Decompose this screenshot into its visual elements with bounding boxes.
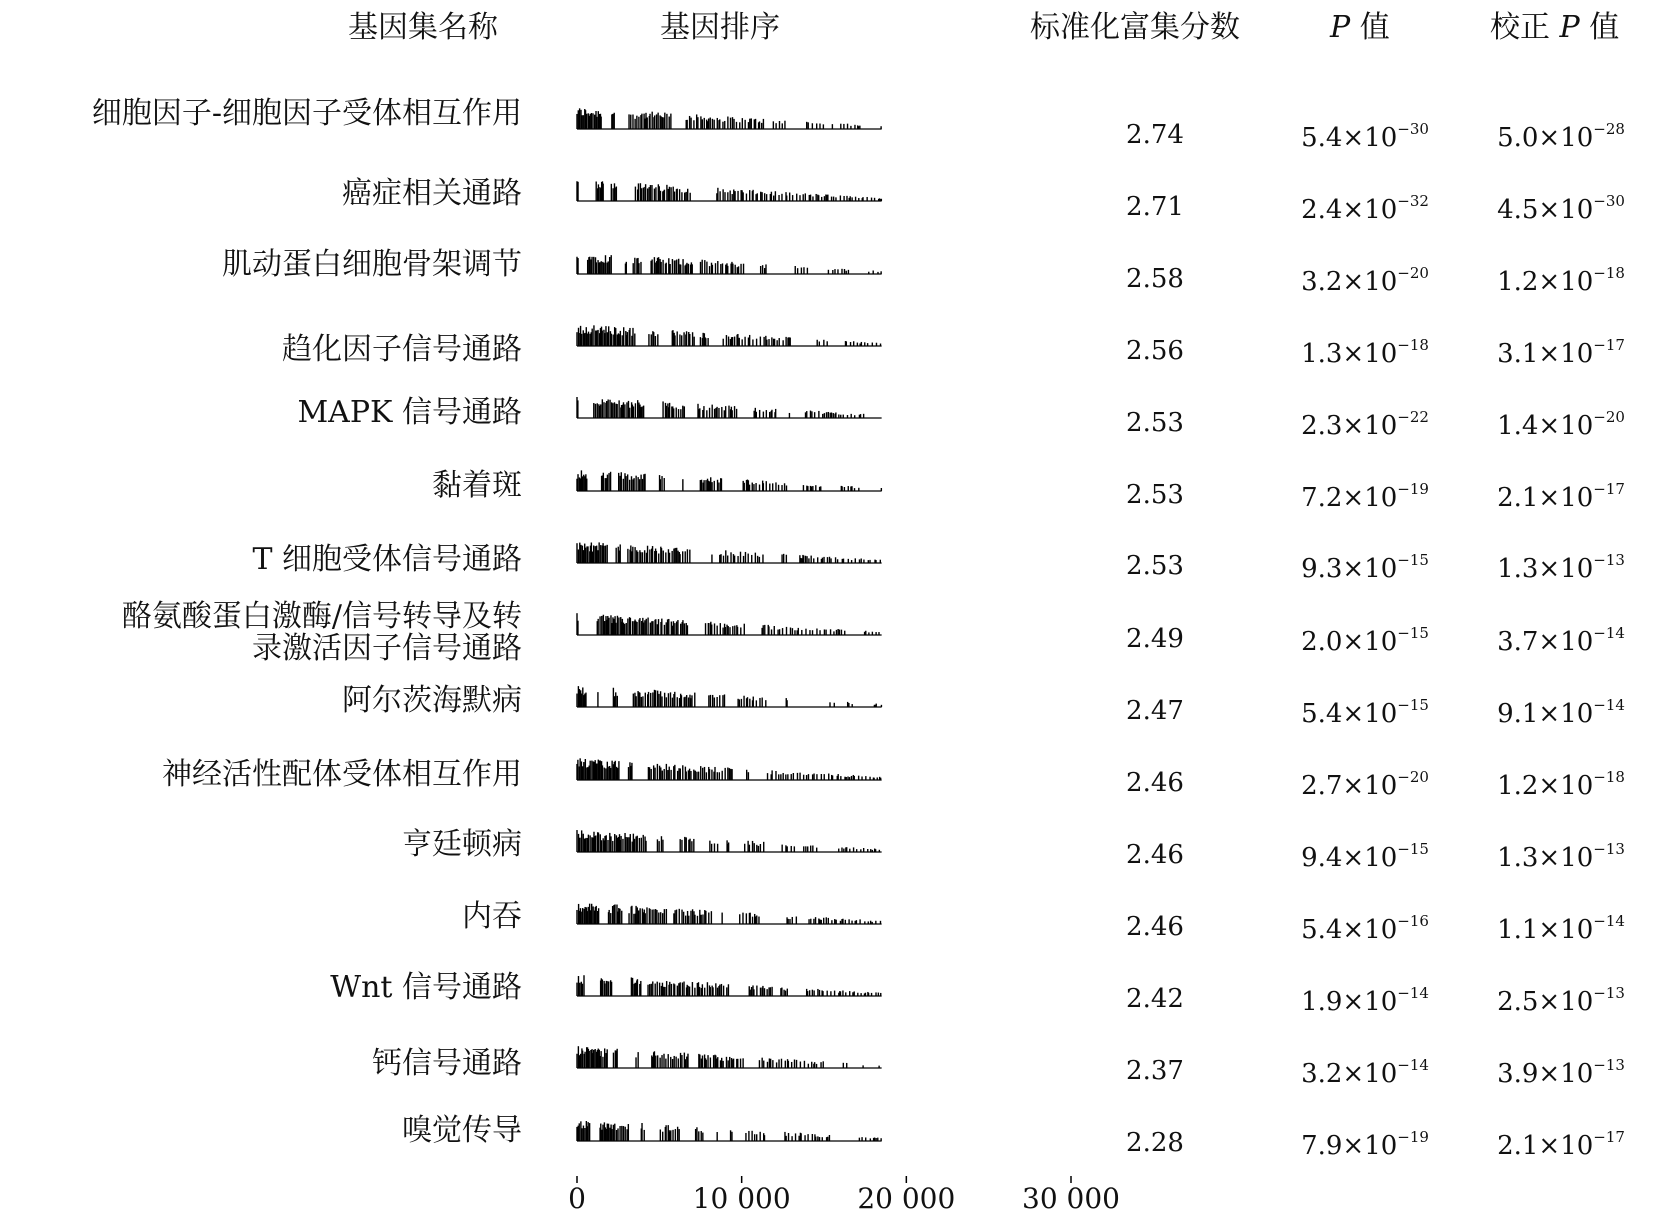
barcode-row bbox=[577, 1121, 882, 1141]
p-value: $2.4\times 10^{-32}$ bbox=[1301, 192, 1429, 225]
p-value: $7.2\times 10^{-19}$ bbox=[1301, 480, 1429, 513]
gene-set-name: 内吞 bbox=[462, 899, 522, 934]
adjusted-p-value: $1.1\times 10^{-14}$ bbox=[1497, 912, 1625, 945]
barcode-row bbox=[577, 542, 882, 563]
header-p-suffix: 值 bbox=[1359, 10, 1390, 45]
gene-set-name: 钙信号通路 bbox=[372, 1046, 522, 1081]
nes-value: 2.46 bbox=[1126, 768, 1184, 798]
nes-value: 2.53 bbox=[1126, 408, 1184, 438]
p-value: $5.4\times 10^{-15}$ bbox=[1301, 696, 1429, 729]
adjusted-p-value: $1.2\times 10^{-18}$ bbox=[1497, 768, 1625, 801]
header-q-suffix: 值 bbox=[1589, 10, 1620, 45]
barcode-row bbox=[577, 758, 882, 780]
gene-set-name: 细胞因子-细胞因子受体相互作用 bbox=[91, 96, 522, 131]
nes-value: 2.49 bbox=[1126, 624, 1184, 654]
p-value: $9.3\times 10^{-15}$ bbox=[1301, 551, 1429, 584]
p-value: $2.0\times 10^{-15}$ bbox=[1301, 624, 1429, 657]
nes-value: 2.74 bbox=[1126, 120, 1184, 150]
barcode-row bbox=[577, 325, 882, 346]
nes-value: 2.46 bbox=[1126, 912, 1184, 942]
barcode-row bbox=[577, 830, 882, 852]
nes-value: 2.53 bbox=[1126, 551, 1184, 581]
adjusted-p-value: $3.7\times 10^{-14}$ bbox=[1497, 624, 1625, 657]
adjusted-p-value: $4.5\times 10^{-30}$ bbox=[1497, 192, 1625, 225]
adjusted-p-value: $5.0\times 10^{-28}$ bbox=[1497, 120, 1625, 153]
barcode-row bbox=[577, 108, 882, 129]
p-value: $3.2\times 10^{-14}$ bbox=[1301, 1056, 1429, 1089]
adjusted-p-value: $1.2\times 10^{-18}$ bbox=[1497, 264, 1625, 297]
adjusted-p-value: $3.9\times 10^{-13}$ bbox=[1497, 1056, 1625, 1089]
gene-set-name: T 细胞受体信号通路 bbox=[252, 542, 522, 577]
p-value: $3.2\times 10^{-20}$ bbox=[1301, 264, 1429, 297]
barcode-row bbox=[577, 975, 882, 996]
gene-set-name: Wnt 信号通路 bbox=[330, 970, 522, 1005]
gene-set-name: 癌症相关通路 bbox=[342, 176, 522, 211]
nes-value: 2.28 bbox=[1126, 1128, 1184, 1158]
p-value: $9.4\times 10^{-15}$ bbox=[1301, 840, 1429, 873]
x-axis-tick-label: 0 bbox=[568, 1182, 586, 1215]
gene-set-name-line2: 录激活因子信号通路 bbox=[252, 631, 522, 666]
header-nes: 标准化富集分数 bbox=[1030, 10, 1240, 45]
p-value: $7.9\times 10^{-19}$ bbox=[1301, 1128, 1429, 1161]
gene-set-name: 亨廷顿病 bbox=[402, 827, 522, 862]
adjusted-p-value: $2.5\times 10^{-13}$ bbox=[1497, 984, 1625, 1017]
adjusted-p-value: $1.3\times 10^{-13}$ bbox=[1497, 551, 1625, 584]
nes-value: 2.58 bbox=[1126, 264, 1184, 294]
gene-set-name: 嗅觉传导 bbox=[402, 1113, 522, 1148]
adjusted-p-value: $2.1\times 10^{-17}$ bbox=[1497, 1128, 1625, 1161]
gene-set-name: 肌动蛋白细胞骨架调节 bbox=[222, 247, 522, 282]
nes-value: 2.37 bbox=[1126, 1056, 1184, 1086]
x-axis-tick-label: 10 000 bbox=[692, 1182, 791, 1215]
barcode-row bbox=[577, 397, 882, 418]
adjusted-p-value: $2.1\times 10^{-17}$ bbox=[1497, 480, 1625, 513]
x-axis-tick-label: 20 000 bbox=[857, 1182, 956, 1215]
nes-value: 2.53 bbox=[1126, 480, 1184, 510]
adjusted-p-value: $1.4\times 10^{-20}$ bbox=[1497, 408, 1625, 441]
nes-value: 2.47 bbox=[1126, 696, 1184, 726]
gene-set-name: 酪氨酸蛋白激酶/信号转导及转 bbox=[121, 599, 522, 634]
gene-set-name: 黏着斑 bbox=[432, 468, 522, 503]
barcode-row bbox=[577, 470, 882, 491]
p-value: $5.4\times 10^{-30}$ bbox=[1301, 120, 1429, 153]
barcode-row bbox=[577, 181, 882, 201]
nes-value: 2.46 bbox=[1126, 840, 1184, 870]
adjusted-p-value: $1.3\times 10^{-13}$ bbox=[1497, 840, 1625, 873]
p-value: $2.3\times 10^{-22}$ bbox=[1301, 408, 1429, 441]
nes-value: 2.71 bbox=[1126, 192, 1184, 222]
gene-set-name: 趋化因子信号通路 bbox=[282, 332, 522, 367]
barcode-row bbox=[577, 255, 882, 274]
barcode-row bbox=[577, 613, 882, 635]
adjusted-p-value: $9.1\times 10^{-14}$ bbox=[1497, 696, 1625, 729]
barcode-row bbox=[577, 1046, 882, 1068]
header-p-symbol: P bbox=[1330, 10, 1351, 45]
p-value: $5.4\times 10^{-16}$ bbox=[1301, 912, 1429, 945]
p-value: $1.9\times 10^{-14}$ bbox=[1301, 984, 1429, 1017]
barcode-row bbox=[577, 904, 882, 924]
nes-value: 2.42 bbox=[1126, 984, 1184, 1014]
header-q-symbol: P bbox=[1559, 10, 1580, 45]
header-gene-rank: 基因排序 bbox=[660, 10, 780, 45]
header-q-prefix: 校正 bbox=[1490, 10, 1550, 45]
p-value: $2.7\times 10^{-20}$ bbox=[1301, 768, 1429, 801]
nes-value: 2.56 bbox=[1126, 336, 1184, 366]
gene-set-name: 神经活性配体受体相互作用 bbox=[162, 757, 522, 792]
gene-set-name: MAPK 信号通路 bbox=[297, 395, 522, 430]
adjusted-p-value: $3.1\times 10^{-17}$ bbox=[1497, 336, 1625, 369]
p-value: $1.3\times 10^{-18}$ bbox=[1301, 336, 1429, 369]
x-axis-tick-label: 30 000 bbox=[1022, 1182, 1120, 1215]
header-gene-set-name: 基因集名称 bbox=[348, 10, 498, 45]
gene-set-name: 阿尔茨海默病 bbox=[342, 683, 522, 718]
barcode-row bbox=[577, 686, 882, 707]
